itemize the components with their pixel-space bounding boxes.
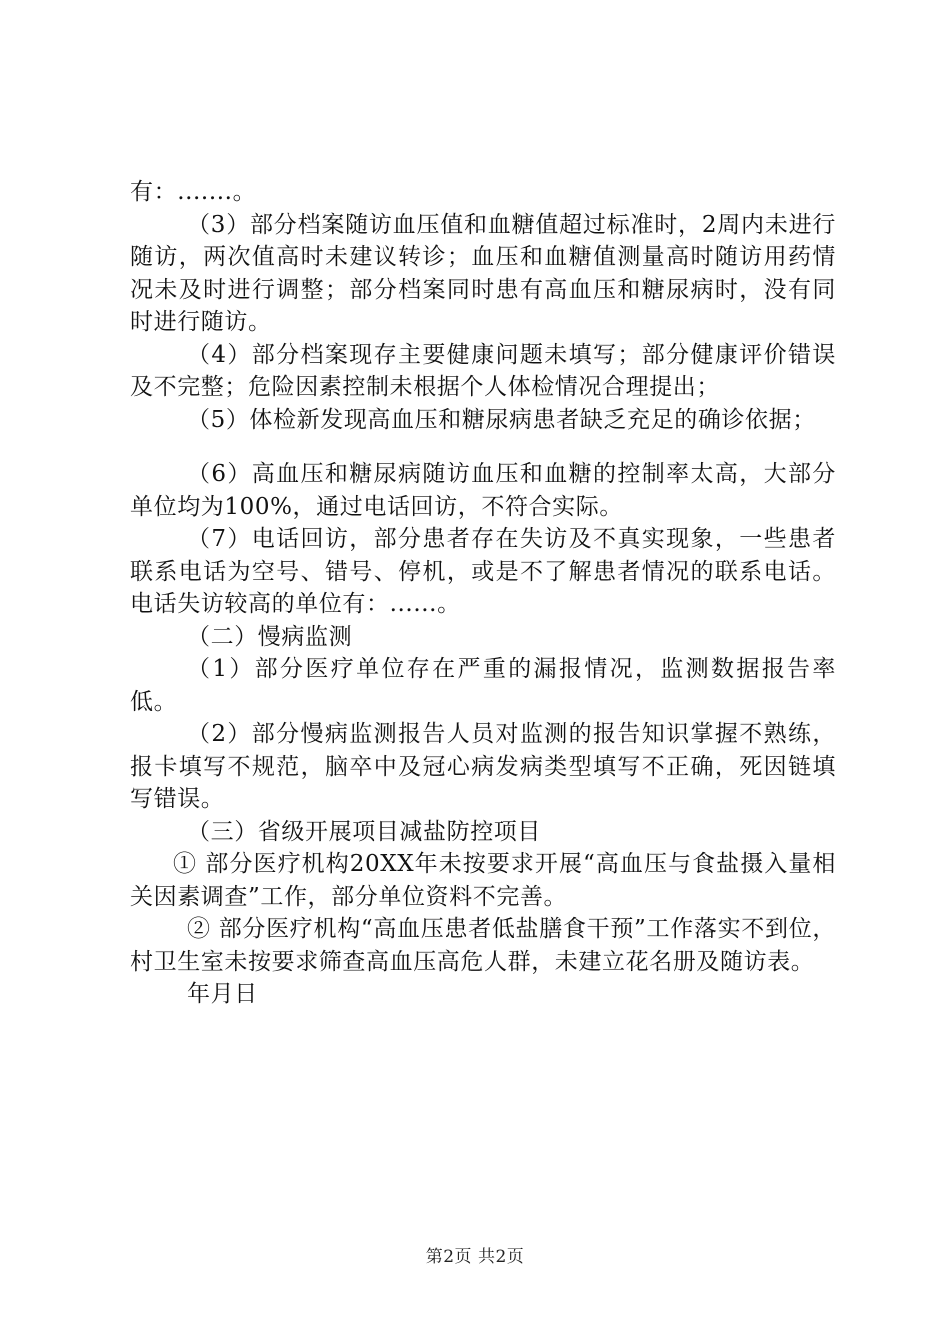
document-body xyxy=(130,176,836,1011)
paragraph-item-5: （5）体检新发现高血压和糖尿病患者缺乏充足的确诊依据； xyxy=(187,406,816,433)
paragraph-salt-1: ① 部分医疗机构20XX年未按要求开展“高血压与食盐摄入量相关因素调查”工作，部分单位资料不完善。 xyxy=(130,851,836,910)
paragraph-item-7: （7）电话回访，部分患者存在失访及不真实现象，一些患者联系电话为空号、错号、停机，或是不了解患者情况的联系电话。电话失访较高的单位有：......。 xyxy=(130,526,836,617)
paragraph-monitoring-1: （1）部分医疗单位存在严重的漏报情况，监测数据报告率低。 xyxy=(130,656,836,715)
page-footer: 第2页 共2页 xyxy=(425,1247,525,1267)
section-heading-chronic-monitoring: （二）慢病监测 xyxy=(187,623,353,650)
paragraph-item-4: （4）部分档案现存主要健康问题未填写；部分健康评价错误及不完整；危险因素控制未根据个人体检情况合理提出； xyxy=(130,341,836,400)
date-line: 年月日 xyxy=(187,981,258,1007)
paragraph-continuation: 有：.......。 xyxy=(130,179,257,205)
section-heading-salt-reduction: （三）省级开展项目减盐防控项目 xyxy=(187,818,541,845)
paragraph-item-6: （6）高血压和糖尿病随访血压和血糖的控制率太高，大部分单位均为100%，通过电话回访，不符合实际。 xyxy=(130,461,836,520)
paragraph-item-3: （3）部分档案随访血压值和血糖值超过标准时，2周内未进行随访，两次值高时未建议转诊；血压和血糖值测量高时随访用药情况未及时进行调整；部分档案同时患有高血压和糖尿病时，没有同时进行随访。 xyxy=(130,211,836,335)
paragraph-salt-2: ② 部分医疗机构“高血压患者低盐膳食干预”工作落实不到位，村卫生室未按要求筛查高血压高危人群，未建立花名册及随访表。 xyxy=(130,916,836,975)
paragraph-monitoring-2: （2）部分慢病监测报告人员对监测的报告知识掌握不熟练，报卡填写不规范，脑卒中及冠心病发病类型填写不正确，死因链填写错误。 xyxy=(130,721,836,812)
